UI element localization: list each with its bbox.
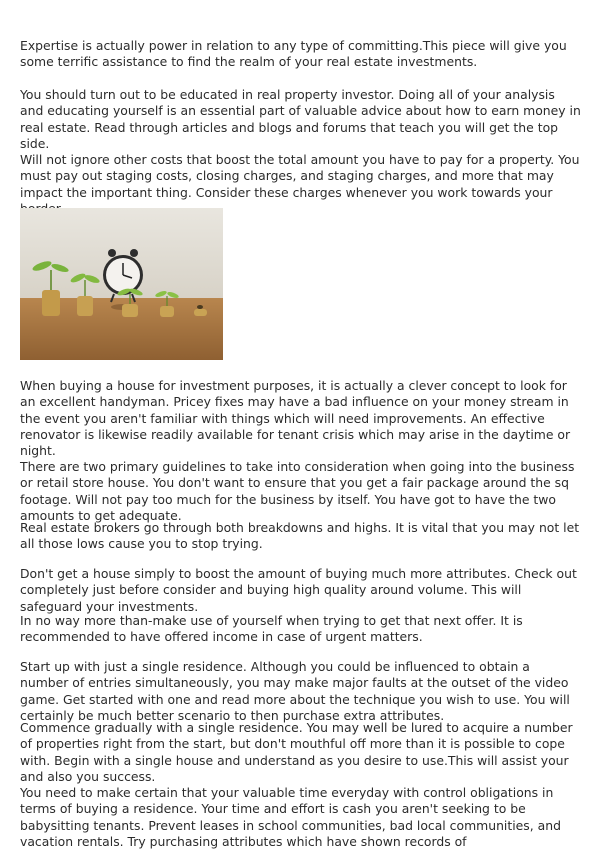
paragraph-commence-gradually: Commence gradually with a single residence. You may well be lured to acquire a number of properties right from the start, but don't mouthful off more than it is possible to cope with. Begin with a single house and understand as you desire to use.This will assist your and also you success. — [20, 720, 573, 784]
paragraph-handyman: When buying a house for investment purposes, it is actually a clever concept to look for an excellent handyman. Pricey fixes may have a bad influence on your money stream in the event you aren't familiar with things which will need improvements. An effective renovator is likewise readily available for tenant crisis which may arise in the daytime or night. — [20, 378, 571, 459]
paragraph-brokers: Real estate brokers go through both breakdowns and highs. It is vital that you may not let all those lows cause you to stop trying. — [20, 520, 580, 552]
coins-plants-clock-image — [20, 208, 223, 360]
paragraph-leverage: In no way more than-make use of yourself when trying to get that next offer. It is recommended to have offered income in case of urgent matters. — [20, 613, 523, 645]
paragraph-education: You should turn out to be educated in real property investor. Doing all of your analysis and educating yourself is an essential part of valuable advice about how to earn money in real estate. Read through articles and blogs and forums that teach you will get the top side. — [20, 87, 581, 151]
paragraph-start-single: Start up with just a single residence. Although you could be influenced to obtain a number of entries simultaneously, you may make major faults at the outset of the video game. Get started with one and read more about the technique you wish to use. You will certainly be much better scenario to then purchase extra attributes. — [20, 659, 570, 723]
paragraph-quality: Don't get a house simply to boost the amount of buying much more attributes. Check out completely just before consider and buying high quality around volume. This will safeguard your investments. — [20, 566, 577, 614]
paragraph-intro: Expertise is actually power in relation to any type of committing.This piece will give you some terrific assistance to find the realm of your real estate investments. — [20, 38, 567, 70]
paragraph-guidelines: There are two primary guidelines to take into consideration when going into the business or retail store house. You don't want to ensure that you get a fair package around the sq footage. Will not pay too much for the business by itself. You have got to have the two amounts to get adequate. — [20, 459, 575, 523]
paragraph-time: You need to make certain that your valuable time everyday with control obligations in terms of buying a residence. Your time and effort is cash you aren't seeking to be babysitting tenants. Prevent leases in school communities, bad local communities, and vacation rentals. Try purchasing attributes which have shown records of — [20, 785, 561, 849]
paragraph-costs: Will not ignore other costs that boost the total amount you have to pay for a property. You must pay out staging costs, closing charges, and staging charges, and more that may impact the important thing. Consider these charges whenever you work towards your — [20, 152, 580, 200]
